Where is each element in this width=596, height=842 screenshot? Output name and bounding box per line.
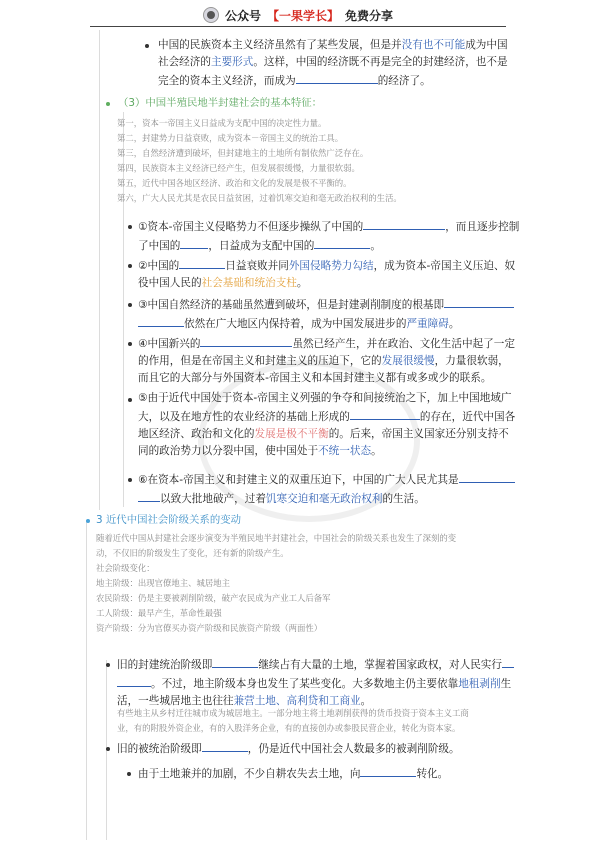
paragraph-1 [158,37,558,90]
text: 而且它的大部分与外国资本-帝国主义和本国封建主义都有或多或少的联系。 [138,372,492,384]
text: 以致大批地破产，过着 [160,493,266,505]
feature-item-1 [138,217,568,255]
text: ，而且逐步控制 [445,221,520,233]
text: 地区经济、政治和文化的 [138,428,255,440]
bullet [106,663,110,667]
bullet [86,519,90,523]
bullet [128,478,132,482]
feature-item-3 [138,295,568,333]
highlight-text: 发展很缓慢 [381,355,435,367]
text: 活，一些城居地主也往往 [117,695,234,707]
text: 了中国的 [138,240,181,252]
bullet [106,747,110,751]
text: ，仍是近代中国社会人数最多的被剥削阶级。 [247,743,460,755]
text: ⑥在资本-帝国主义和封建主义的双重压迫下，中国的广大人民尤其是 [138,474,459,486]
text: 依然在广大地区内保持着，成为中国发展进步的 [184,318,407,330]
fill-blank[interactable] [138,489,160,502]
text: 旧的被统治阶级即 [117,743,202,755]
fill-blank[interactable] [202,739,248,752]
fill-blank[interactable] [212,655,258,668]
fill-blank[interactable] [179,256,225,269]
text: 役中国人民的 [138,277,202,289]
fill-blank[interactable] [360,764,416,777]
text: 。这样，中国的经济既不再是完全的封建经济，也不是 [253,56,508,68]
text: 。 [448,318,460,330]
text: 的作用，但是在帝国主义和封建主义的压迫下，它的 [138,355,382,367]
text: 完全的资本主义经济，而成为 [158,75,296,87]
highlight-text: 社会基础和统治支柱 [201,277,297,289]
bullet [128,225,132,229]
class-item-1 [117,655,567,710]
fill-blank[interactable] [200,334,292,347]
bullet [128,303,132,307]
fill-blank[interactable] [296,71,378,84]
text: ①资本-帝国主义侵略势力不但逐步操纵了中国的 [138,221,364,233]
text: 日益衰败并同 [225,260,289,272]
fill-blank[interactable] [444,295,514,308]
highlight-text: 主要形式 [210,56,254,68]
page-header [0,6,596,24]
text: 的。后来，帝国主义国家还分别支持不 [328,428,509,440]
bullet [127,772,131,776]
note-line: 第四，民族资本主义经济已经产生，但发展很缓慢，力量很软弱。 [117,163,360,173]
text: ，力量很软弱， [434,355,509,367]
bullet [128,264,132,268]
fill-blank[interactable] [502,655,514,668]
text: 的经济了。 [377,75,431,87]
note-line: 业，有的附股外资企业，有的入股洋务企业，有的直接创办或参股民营企业，转化为资本家。 [117,723,461,733]
header-suffix: 免费分享 [345,8,394,23]
text: 成为中国 [465,39,508,51]
class-item-2 [117,739,567,758]
note-line: 第六，广大人民尤其是农民日益贫困，过着饥寒交迫和毫无政治权利的生活。 [117,193,402,203]
text: 。 [296,277,308,289]
fill-blank[interactable] [180,236,208,249]
note-line: 第五，近代中国各地区经济、政治和文化的发展是极不平衡的。 [117,178,352,188]
text: 转化。 [416,768,449,780]
text: 大，以及在地方性的农业经济的基础上形成的 [138,411,350,423]
indent-guide [99,30,100,510]
fill-blank[interactable] [459,470,515,483]
note-block [117,116,557,206]
note-line: 农民阶级：仍是主要被剥削阶级，破产农民成为产业工人后备军 [96,593,331,603]
text: 虽然已经产生，并在政治、文化生活中起了一定 [292,338,515,350]
text: ④中国新兴的 [138,338,201,350]
fill-blank[interactable] [363,217,445,230]
feature-item-6 [138,470,568,508]
bullet [128,398,132,402]
note-line: 第一，资本一帝国主义日益成为支配中国的决定性力量。 [117,118,327,128]
note-line: 社会阶级变化： [96,563,155,573]
fill-blank[interactable] [350,407,420,420]
highlight-text: 没有也不可能 [401,39,466,51]
feature-item-5 [138,390,568,460]
note-line: 有些地主从乡村迁往城市成为城居地主。一部分地主将土地剥削获得的货币投资于资本主义工商 [117,708,469,718]
text: 。不过，地主阶级本身也发生了某些变化。大多数地主仍主要依靠 [151,678,459,690]
feature-item-4 [138,334,568,387]
highlight-text: 饥寒交迫和毫无政治权利 [265,493,383,505]
bullet [106,102,110,106]
text: 生 [500,678,512,690]
text: 的存在，近代中国各 [419,411,516,423]
text: 。 [371,445,382,457]
note-block [96,531,566,636]
fill-blank[interactable] [117,674,151,687]
note-block [117,706,567,736]
section-heading: 3 近代中国社会阶级关系的变动 [96,514,241,526]
note-line: 动，不仅旧的阶级发生了变化，还有新的阶级产生。 [96,548,289,558]
fill-blank[interactable] [314,236,370,249]
text: ，成为资本-帝国主义压迫、奴 [373,260,516,272]
text: 由于土地兼并的加剧，不少自耕农失去土地，向 [138,768,361,780]
highlight-text: 外国侵略势力勾结 [288,260,374,272]
highlight-text: 严重障碍 [406,318,449,330]
bullet [128,342,132,346]
note-line: 随着近代中国从封建社会逐步演变为半殖民地半封建社会，中国社会的阶级关系也发生了深刻的变 [96,533,457,543]
feature-item-2 [138,256,568,292]
text: ②中国的 [138,260,180,272]
text: 旧的封建统治阶级即 [117,659,213,671]
avatar-icon [203,7,219,23]
note-line: 第三，自然经济遭到破坏，但封建地主的土地所有制依然广泛存在。 [117,148,369,158]
text: 。 [370,240,381,252]
section-heading: （3）中国半殖民地半封建社会的基本特征： [118,97,323,109]
text: 。 [360,695,372,707]
text: ，日益成为支配中国的 [208,240,315,252]
note-line: 资产阶级：分为官僚买办资产阶级和民族资产阶级（两面性） [96,623,323,633]
class-item-3 [138,764,568,783]
header-divider [90,26,506,27]
header-highlight: 【一果学长】 [266,8,339,23]
highlight-text: 兼营土地、高利贷和工商业 [233,695,361,707]
text: 中国的民族资本主义经济虽然有了某些发展，但是并 [158,39,402,51]
text: 同的政治势力以分裂中国，使中国处于 [138,445,319,457]
text: 的生活。 [382,493,425,505]
text: 继续占有大量的土地，掌握着国家政权，对人民实行 [258,659,502,671]
text: 社会经济的 [158,56,211,68]
highlight-text: 不统一状态 [318,445,372,457]
note-line: 第二，封建势力日益衰败，成为资本－帝国主义的统治工具。 [117,133,344,143]
text: ③中国自然经济的基础虽然遭到破坏，但是封建剥削制度的根基即 [138,299,445,311]
highlight-text: 发展是极不平衡 [254,428,329,440]
note-line: 地主阶级：出现官僚地主、城居地主 [96,578,230,588]
text: ⑤由于近代中国处于资本-帝国主义列强的争夺和间接统治之下，加上中国地域广 [138,392,512,404]
indent-guide [86,520,87,840]
highlight-text: 地租剥削 [458,678,501,690]
fill-blank[interactable] [138,314,184,327]
header-prefix: 公众号 [224,8,261,23]
note-line: 工人阶级：最早产生，革命性最强 [96,608,222,618]
bullet [145,44,149,48]
